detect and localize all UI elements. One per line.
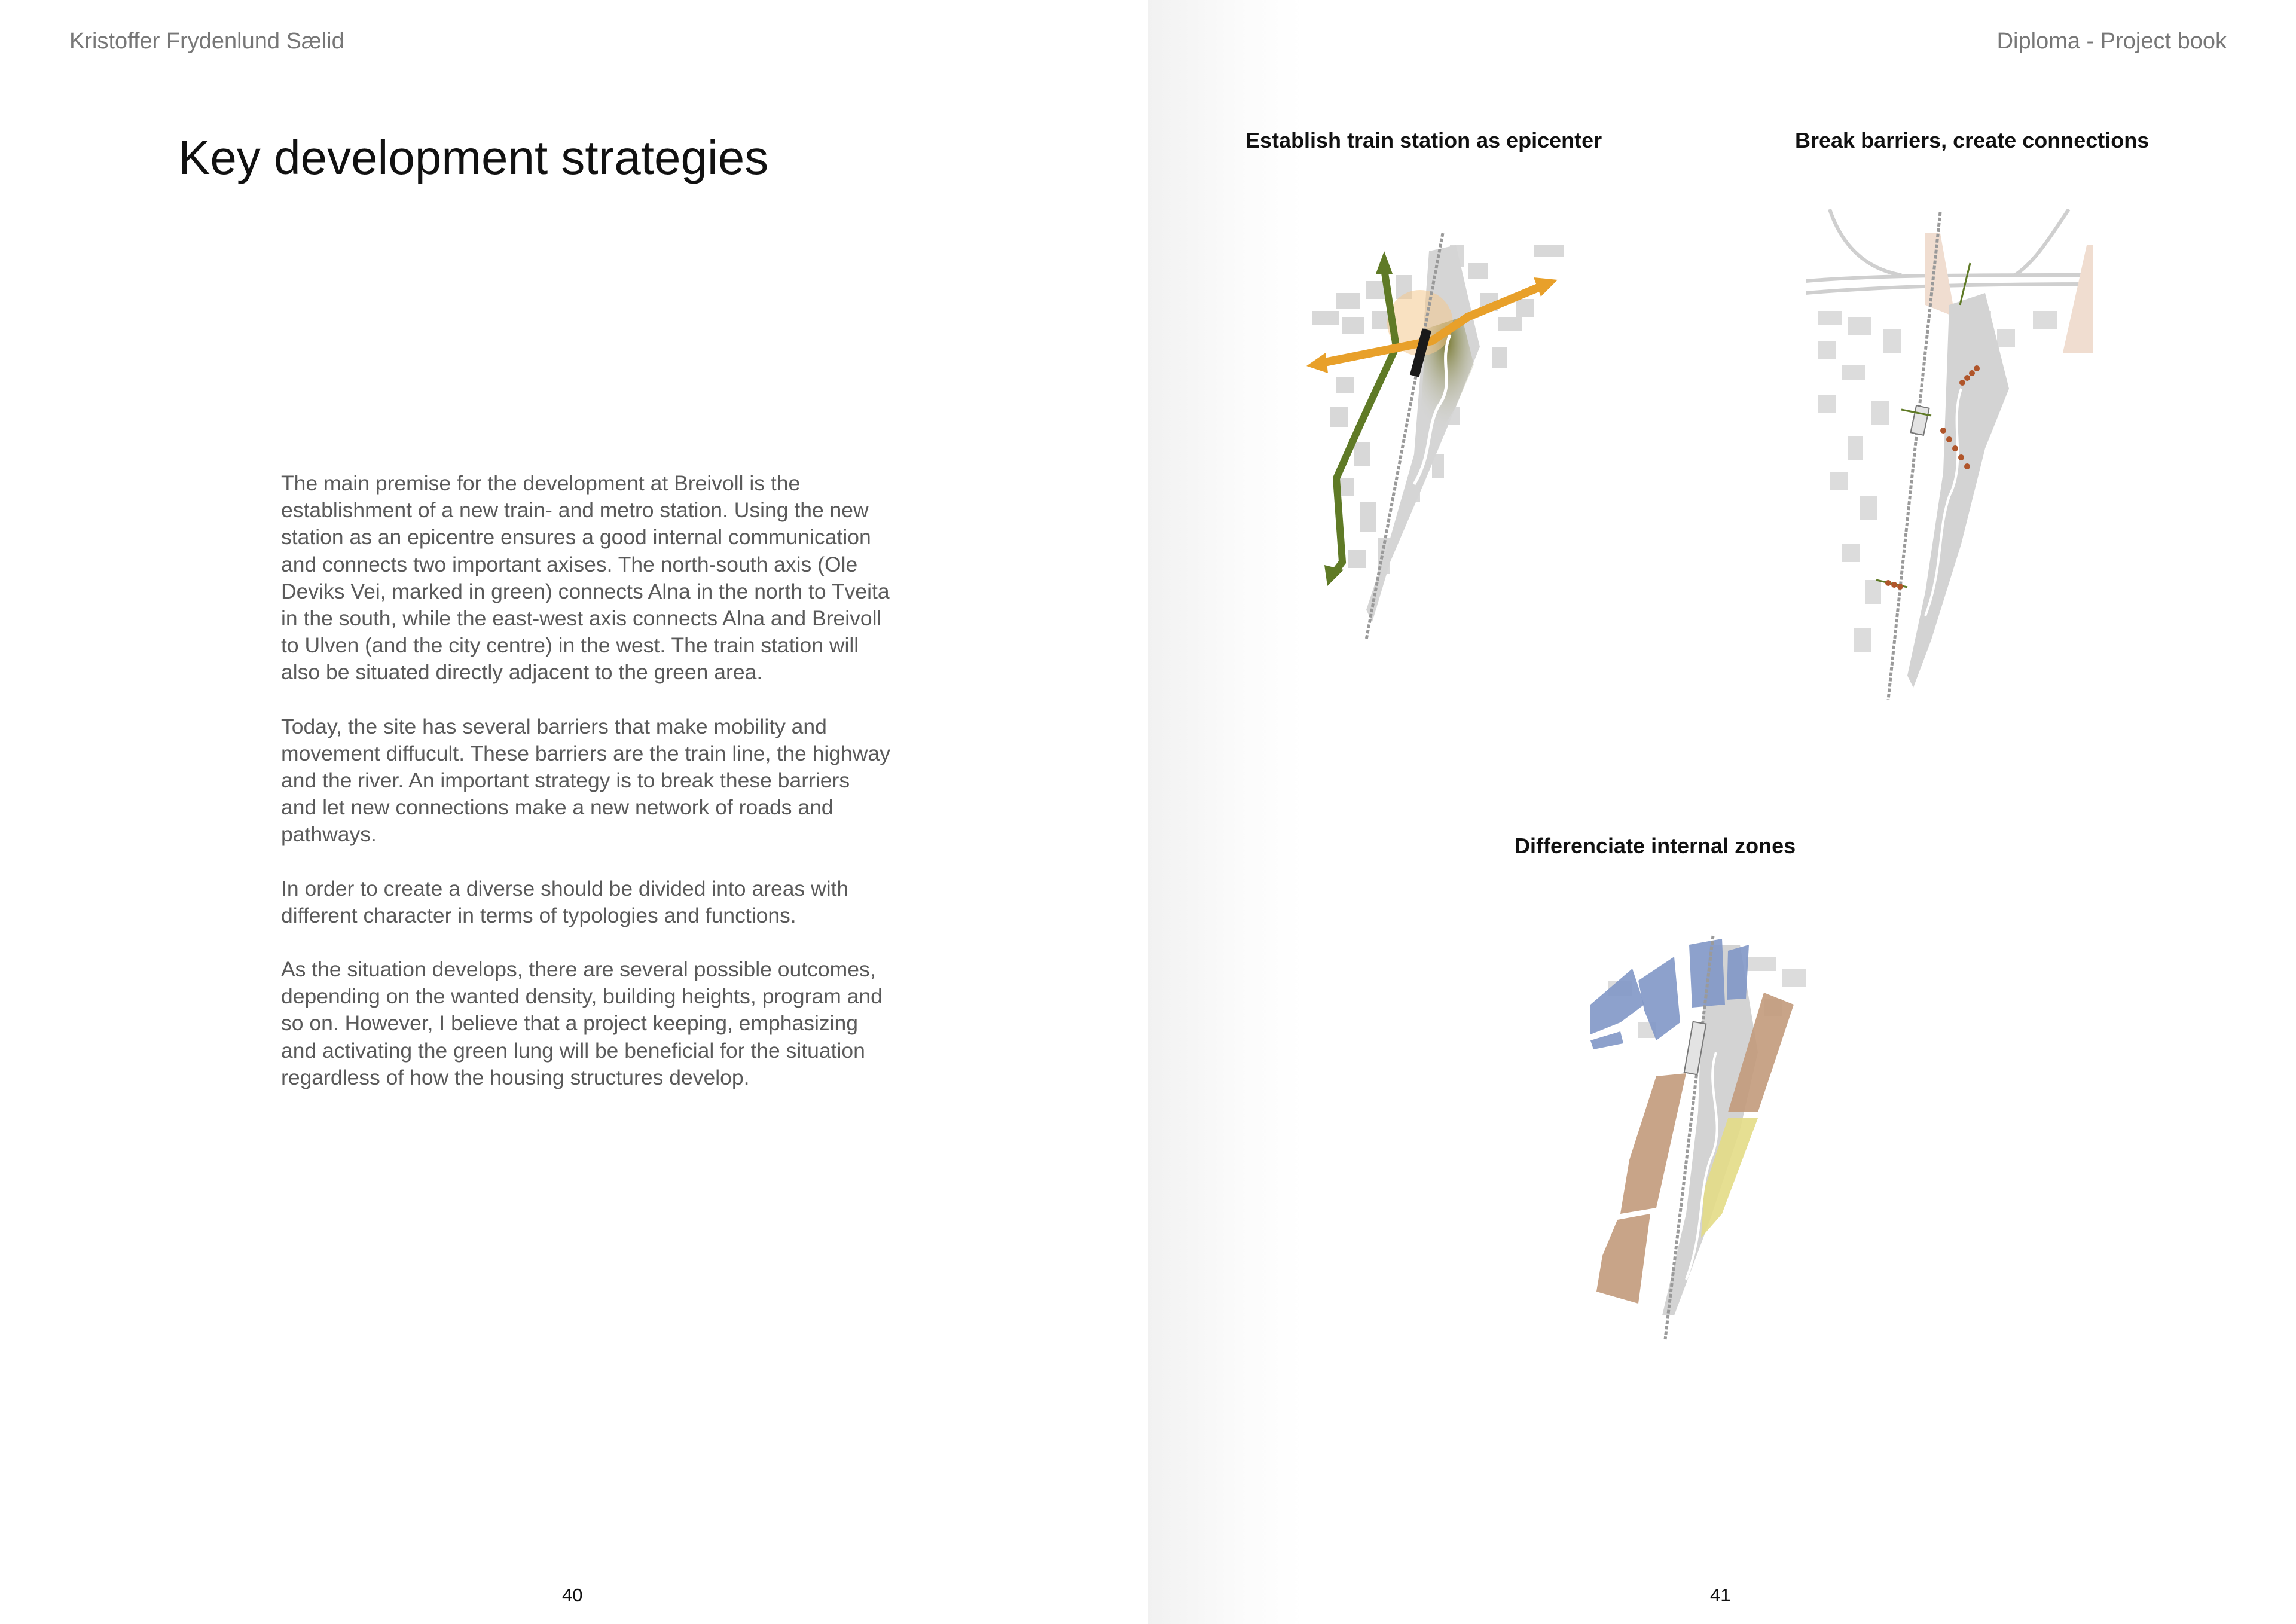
barrier-zone-east [2063,245,2093,353]
diagram-title-epicenter: Establish train station as epicenter [1245,128,1602,152]
zone-mixed [1620,1073,1686,1214]
diagram-title-zones: Differenciate internal zones [1515,834,1796,858]
page-number-left: 40 [562,1585,583,1605]
zone-mixed [1596,1214,1650,1304]
page-number-right: 41 [1710,1585,1731,1605]
train-station [1910,405,1929,435]
north-arrow-head [1376,251,1393,274]
zone-commercial [1590,969,1644,1034]
epicenter-diagram [1300,227,1587,646]
paragraph: In order to create a diverse should be divided into areas with different character in terms of typologies and functions. [281,876,849,927]
east-arrow-head [1534,277,1558,297]
author-name: Kristoffer Frydenlund Sælid [69,29,344,54]
green-area [1907,293,2009,688]
zones-diagram [1567,933,1854,1345]
paragraph: As the situation develops, there are several possible outcomes, depending on the wanted density, building heights, program and so on. However, I believe that a project keeping, emphasizing and activating the green lung will be beneficial for the situation regardless of how the housing structures develop. [281,957,883,1089]
right-page [1148,0,2296,1624]
body-text [281,470,891,1118]
diagram-title-connections: Break barriers, create connections [1795,128,2150,152]
connections-diagram [1806,209,2093,712]
west-arrow-head [1306,353,1328,373]
paragraph: The main premise for the development at Breivoll is the establishment of a new train- and metro station. Using the new station as an epicentre ensures a good internal communication and connects two important axises. The north-south axis (Ole Deviks Vei, marked in green) connects Alna in the north to Tveita in the south, while the east-west axis connects Alna and Breivoll to Ulven (and the city centre) in the west. The train station will also be situated directly adjacent to the green area. [281,471,890,685]
highway [1806,209,2093,293]
book-title: Diploma - Project book [1996,29,2227,54]
zone-commercial [1727,945,1749,1000]
zone-commercial [1590,1031,1623,1049]
page-title: Key development strategies [178,131,769,184]
paragraph: Today, the site has several barriers that make mobility and movement diffucult. These barriers are the train line, the highway and the river. An important strategy is to break these barriers and let new connections make a new network of roads and pathways. [281,714,890,847]
